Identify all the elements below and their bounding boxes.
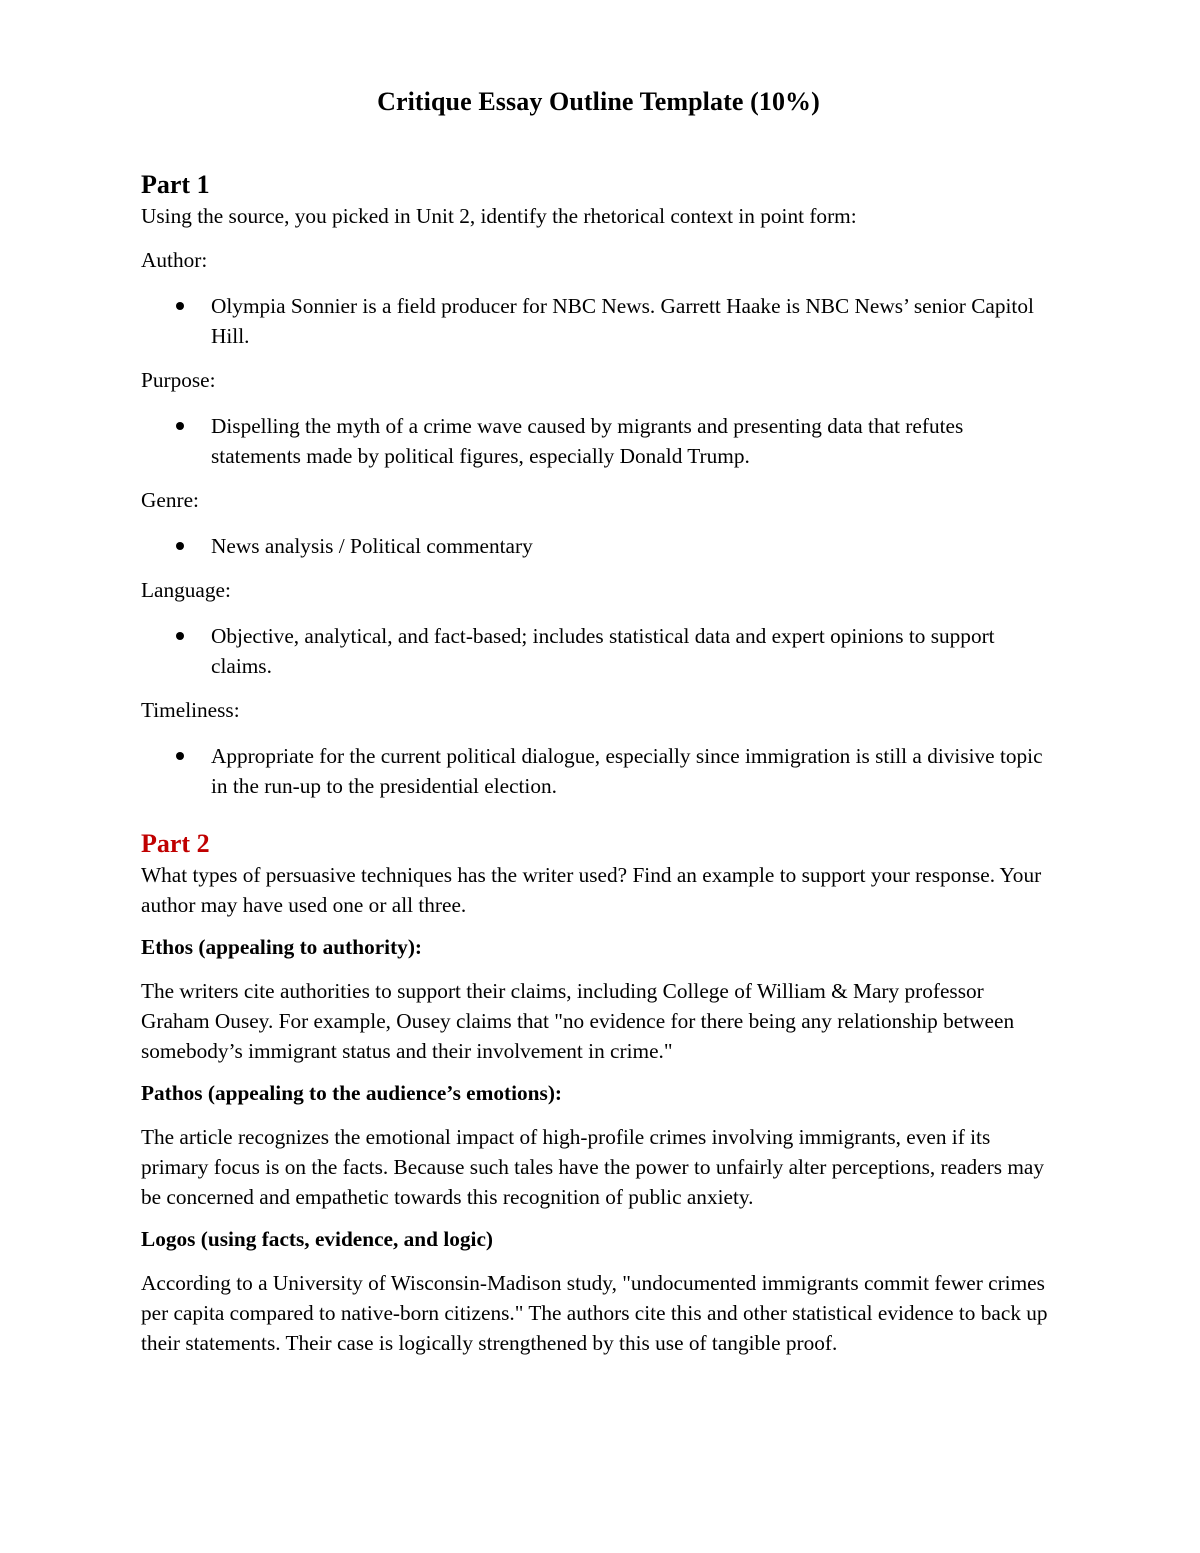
logos-heading: Logos (using facts, evidence, and logic) xyxy=(141,1227,493,1251)
purpose-bullet xyxy=(211,411,1056,471)
timeliness-bullet-text: Appropriate for the current political dialogue, especially since immigration is still a divisive topic in the run-up to the presidential election. xyxy=(211,744,1043,798)
bullet-icon xyxy=(176,302,184,310)
genre-bullet-text: News analysis / Political commentary xyxy=(211,534,533,558)
timeliness-list xyxy=(141,741,1056,801)
timeliness-bullet xyxy=(211,741,1056,801)
pathos-heading: Pathos (appealing to the audience’s emotions): xyxy=(141,1081,562,1105)
ethos-heading: Ethos (appealing to authority): xyxy=(141,935,423,959)
language-label: Language: xyxy=(141,578,231,602)
language-bullet xyxy=(211,621,1056,681)
author-bullet xyxy=(211,291,1056,351)
author-list xyxy=(141,291,1056,351)
part-2-prompt: What types of persuasive techniques has the writer used? Find an example to support your response. Your author may have used one or all three. xyxy=(141,863,1042,917)
timeliness-label: Timeliness: xyxy=(141,698,240,722)
purpose-list xyxy=(141,411,1056,471)
author-label: Author: xyxy=(141,248,208,272)
bullet-icon xyxy=(176,752,184,760)
document-title: Critique Essay Outline Template (10%) xyxy=(377,87,820,116)
purpose-label: Purpose: xyxy=(141,368,216,392)
ethos-body: The writers cite authorities to support their claims, including College of William & Mary professor Graham Ousey. For example, Ousey claims that "no evidence for there being any relationship between somebody’s immigrant status and their involvement in crime." xyxy=(141,979,1015,1063)
bullet-icon xyxy=(176,632,184,640)
purpose-bullet-text: Dispelling the myth of a crime wave caused by migrants and presenting data that refutes statements made by political figures, especially Donald Trump. xyxy=(211,414,964,468)
part-2-heading: Part 2 xyxy=(141,829,210,858)
part-1-heading: Part 1 xyxy=(141,170,210,199)
bullet-icon xyxy=(176,542,184,550)
genre-list xyxy=(141,531,1056,561)
genre-label: Genre: xyxy=(141,488,199,512)
logos-body: According to a University of Wisconsin-Madison study, "undocumented immigrants commit fewer crimes per capita compared to native-born citizens." The authors cite this and other statistical evidence to back up their statements. Their case is logically strengthened by this use of tangible proof. xyxy=(141,1271,1048,1355)
genre-bullet xyxy=(211,531,1056,561)
bullet-icon xyxy=(176,422,184,430)
language-list xyxy=(141,621,1056,681)
language-bullet-text: Objective, analytical, and fact-based; includes statistical data and expert opinions to support claims. xyxy=(211,624,995,678)
part-1-prompt: Using the source, you picked in Unit 2, identify the rhetorical context in point form: xyxy=(141,204,857,228)
pathos-body: The article recognizes the emotional impact of high-profile crimes involving immigrants, even if its primary focus is on the facts. Because such tales have the power to unfairly alter perceptions, readers may be concerned and empathetic towards this recognition of public anxiety. xyxy=(141,1125,1045,1209)
author-bullet-text: Olympia Sonnier is a field producer for NBC News. Garrett Haake is NBC News’ senior Capitol Hill. xyxy=(211,294,1034,348)
